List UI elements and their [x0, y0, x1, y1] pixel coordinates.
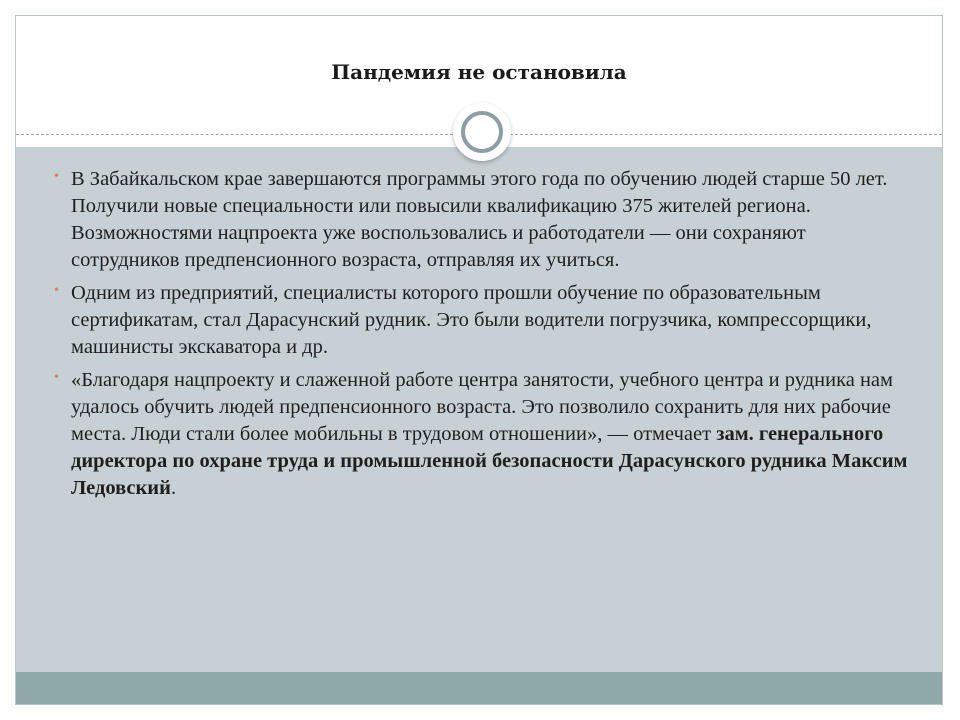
bullet-marker-icon: •: [54, 283, 59, 298]
bullet-bold-text: зам. генерального директора по охране труда и промышленной безопасности Дарасунского рудника Максим Ледовский: [71, 423, 908, 499]
bullet-marker-icon: •: [54, 370, 59, 385]
bullet-item: [56, 367, 916, 502]
circle-ring-inner: [461, 111, 503, 153]
bullet-marker-icon: •: [54, 169, 59, 184]
slide-title: Пандемия не остановила: [331, 60, 627, 84]
footer-band: [16, 672, 942, 705]
bullet-item: [56, 280, 916, 361]
bullet-text: Одним из предприятий, специалисты которого прошли обучение по образовательным сертификатам, стал Дарасунский рудник. Это были водители погрузчика, компрессорщики, машинисты экскаватора и др.: [71, 282, 872, 358]
bullet-item: [56, 166, 916, 274]
bullet-text-end: .: [170, 477, 177, 499]
bullet-text: «Благодаря нацпроекту и слаженной работе центра занятости, учебного центра и рудника нам удалось обучить людей предпенсионного возраста. Это позволило сохранить для них рабочие места. Люди стали более мобильны в трудовом отношении», — отмечает: [71, 369, 894, 445]
bullet-text: В Забайкальском крае завершаются программы этого года по обучению людей старше 50 лет. Получили новые специальности или повысили квалификацию 375 жителей региона. Возможностями нацпроекта уже воспользовались и работодатели — они сохраняют сотрудников предпенсионного возраста, отправляя их учиться.: [71, 168, 888, 271]
circle-ring-icon: [453, 103, 511, 161]
slide: [15, 15, 943, 705]
bullet-list: [56, 166, 916, 508]
